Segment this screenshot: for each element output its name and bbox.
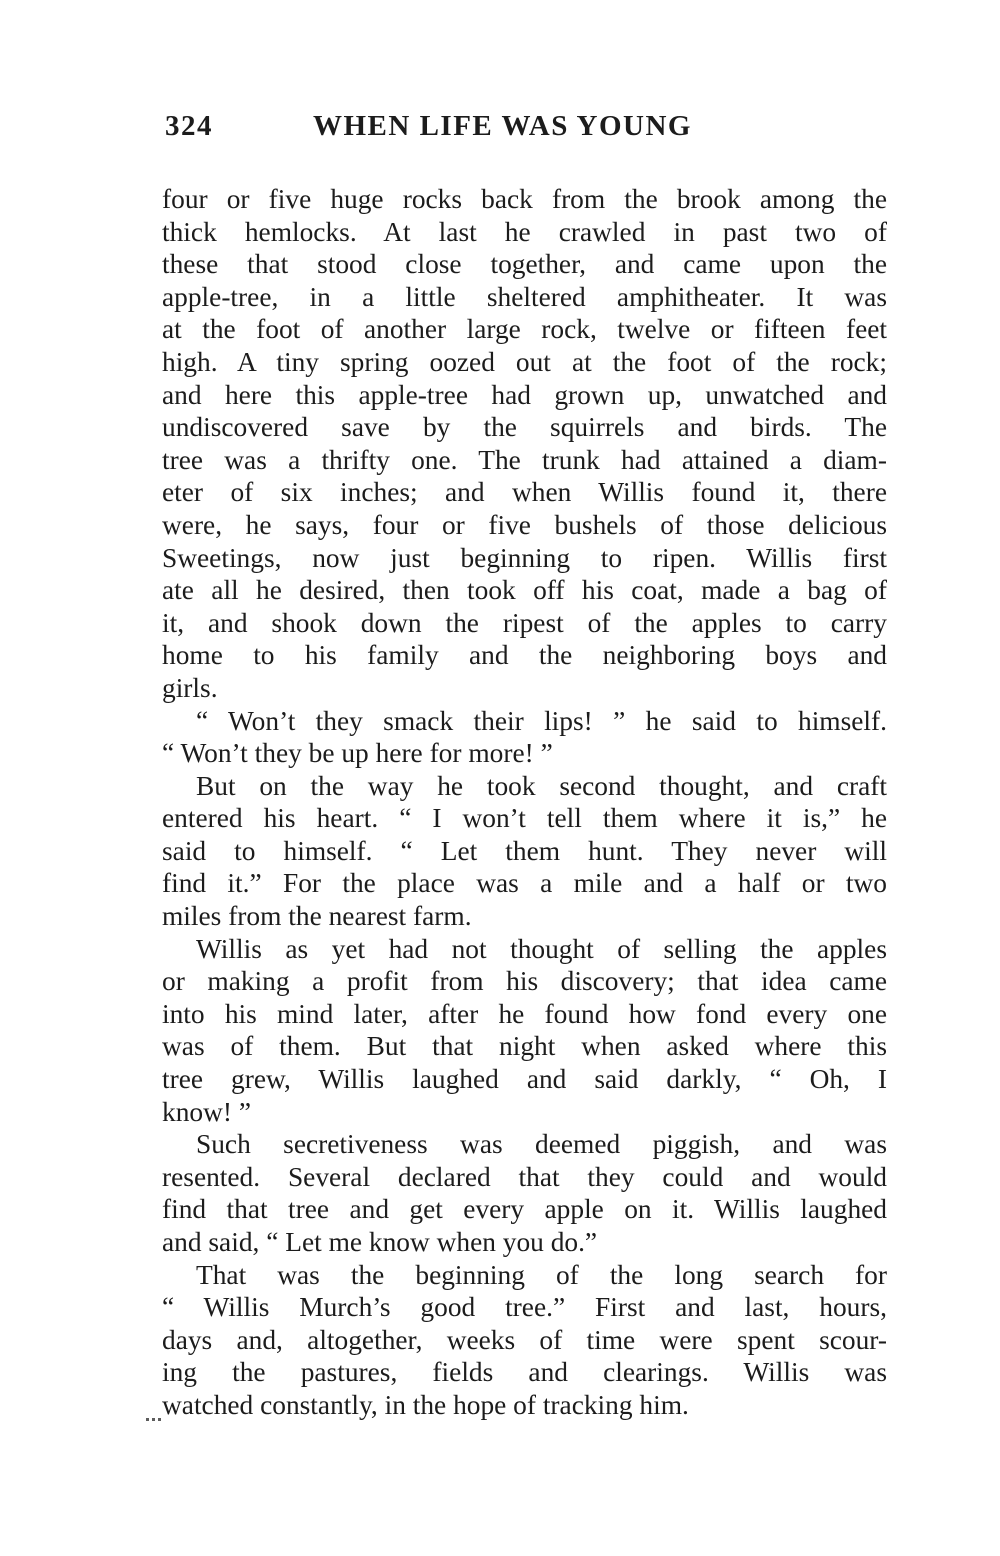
text-line: high. A tiny spring oozed out at the foot of the rock; — [162, 346, 887, 377]
text-line: tree grew, Willis laughed and said darkly, “ Oh, I — [162, 1064, 887, 1095]
body-text — [162, 183, 887, 1422]
text-line: Willis as yet had not thought of selling the apples — [196, 933, 887, 964]
text-line: miles from the nearest farm. — [162, 901, 472, 932]
page-number: 324 — [165, 110, 213, 142]
text-line: and said, “ Let me know when you do.” — [162, 1227, 598, 1257]
text-line: know! ” — [162, 1096, 251, 1127]
text-line: or making a profit from his discovery; that idea came — [162, 966, 887, 997]
text-line: find that tree and get every apple on it. Willis laughed — [162, 1194, 887, 1225]
text-line: tree was a thrifty one. The trunk had attained a diam- — [162, 444, 887, 475]
text-line: Sweetings, now just beginning to ripen. Willis first — [162, 542, 887, 573]
text-line: it, and shook down the ripest of the apples to carry — [162, 607, 887, 638]
text-line: were, he says, four or five bushels of those delicious — [162, 509, 887, 540]
text-line: “ Won’t they be up here for more! ” — [162, 738, 553, 769]
text-line: undiscovered save by the squirrels and birds. The — [162, 412, 887, 443]
text-line: thick hemlocks. At last he crawled in past two of — [162, 216, 887, 247]
running-title: WHEN LIFE WAS YOUNG — [313, 110, 692, 142]
text-line: “ Willis Murch’s good tree.” First and last, hours, — [162, 1292, 887, 1323]
text-line: resented. Several declared that they could and would — [162, 1161, 887, 1192]
running-head — [165, 110, 750, 150]
text-line: said to himself. “ Let them hunt. They never will — [162, 835, 887, 866]
text-line: ing the pastures, fields and clearings. Willis was — [162, 1357, 887, 1388]
text-line: apple-tree, in a little sheltered amphitheater. It was — [162, 281, 887, 312]
text-line: girls. — [162, 672, 218, 703]
text-line: find it.” For the place was a mile and a half or two — [162, 868, 887, 899]
text-line: entered his heart. “ I won’t tell them where it is,” he — [162, 803, 887, 834]
text-line: was of them. But that night when asked where this — [162, 1031, 887, 1062]
text-line: into his mind later, after he found how fond every one — [162, 998, 887, 1029]
text-line: watched constantly, in the hope of tracking him. — [162, 1389, 689, 1420]
text-line: Such secretiveness was deemed piggish, and was — [196, 1129, 887, 1160]
text-line: at the foot of another large rock, twelve or fifteen feet — [162, 314, 887, 345]
text-line: these that stood close together, and came upon the — [162, 249, 887, 280]
text-line: ate all he desired, then took off his coat, made a bag of — [162, 575, 887, 606]
text-line: days and, altogether, weeks of time were spent scour- — [162, 1324, 887, 1355]
text-line: eter of six inches; and when Willis found it, there — [162, 477, 887, 508]
text-line: That was the beginning of the long search for — [196, 1259, 887, 1290]
text-line: “ Won’t they smack their lips! ” he said to himself. — [196, 705, 887, 736]
text-line: But on the way he took second thought, and craft — [196, 770, 887, 801]
print-speck-mark — [146, 1418, 162, 1421]
text-line: home to his family and the neighboring boys and — [162, 640, 887, 671]
text-line: and here this apple-tree had grown up, unwatched and — [162, 379, 887, 410]
text-line: four or five huge rocks back from the brook among the — [162, 184, 887, 214]
